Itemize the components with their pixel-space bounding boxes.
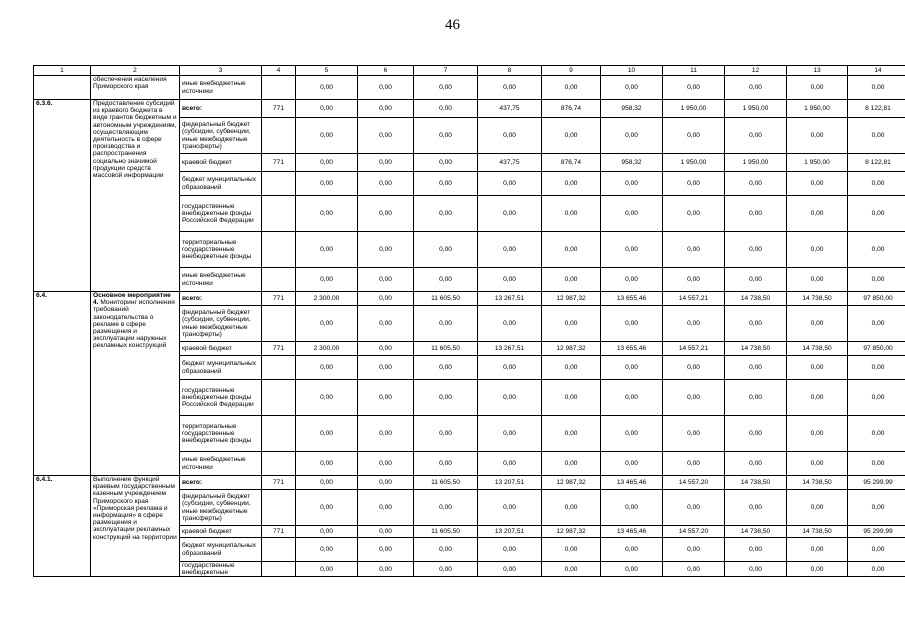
value-cell: 0,00 [358, 562, 414, 577]
value-cell: 0,00 [414, 356, 478, 380]
value-cell: 12 987,32 [542, 342, 601, 356]
value-cell: 0,00 [848, 538, 905, 562]
row-source-cell: территориальные государственные внебюджетные фонды [180, 232, 262, 268]
value-cell: 0,00 [601, 196, 663, 232]
value-cell: 1 950,00 [663, 100, 725, 118]
row-budget-code-cell: 771 [262, 342, 296, 356]
row-budget-code-cell [262, 196, 296, 232]
value-cell: 0,00 [601, 452, 663, 476]
row-source-cell: бюджет муниципальных образований [180, 172, 262, 196]
value-cell: 0,00 [787, 416, 848, 452]
value-cell: 0,00 [542, 118, 601, 154]
row-source-cell: федеральный бюджет (субсидии, субвенции, иные межбюджетные трансферты) [180, 306, 262, 342]
value-cell: 0,00 [296, 196, 358, 232]
value-cell: 0,00 [414, 306, 478, 342]
value-cell: 2 300,00 [296, 342, 358, 356]
column-header: 5 [296, 66, 358, 76]
value-cell: 0,00 [601, 172, 663, 196]
value-cell: 0,00 [663, 416, 725, 452]
row-name-text: Мониторинг исполнения требований законодательства о рекламе в сфере размещения и эксплуатации наружных рекламных конструкций [93, 299, 175, 350]
header-row [34, 66, 905, 76]
value-cell: 14 738,50 [787, 476, 848, 490]
column-header: 6 [358, 66, 414, 76]
value-cell: 0,00 [542, 562, 601, 577]
row-source-cell: федеральный бюджет (субсидии, субвенции, иные межбюджетные трансферты) [180, 118, 262, 154]
value-cell: 0,00 [663, 118, 725, 154]
column-header: 2 [91, 66, 180, 76]
row-budget-code-cell [262, 306, 296, 342]
value-cell: 0,00 [358, 490, 414, 526]
value-cell: 0,00 [725, 268, 787, 292]
value-cell: 0,00 [358, 380, 414, 416]
value-cell: 12 987,32 [542, 292, 601, 306]
value-cell: 11 605,50 [414, 526, 478, 538]
column-header: 9 [542, 66, 601, 76]
value-cell: 0,00 [848, 380, 905, 416]
row-budget-code-cell: 771 [262, 526, 296, 538]
table-row [34, 292, 905, 306]
value-cell: 13 207,51 [478, 476, 542, 490]
value-cell: 0,00 [787, 118, 848, 154]
value-cell: 12 987,32 [542, 526, 601, 538]
value-cell: 0,00 [601, 416, 663, 452]
table-body [34, 76, 905, 577]
row-budget-code-cell [262, 356, 296, 380]
value-cell: 0,00 [358, 154, 414, 172]
value-cell: 0,00 [542, 268, 601, 292]
row-source-cell: краевой бюджет [180, 526, 262, 538]
value-cell: 0,00 [296, 306, 358, 342]
row-source-cell: краевой бюджет [180, 154, 262, 172]
value-cell: 0,00 [725, 538, 787, 562]
value-cell: 0,00 [542, 306, 601, 342]
value-cell: 0,00 [478, 76, 542, 100]
value-cell: 13 655,46 [601, 342, 663, 356]
value-cell: 0,00 [848, 172, 905, 196]
value-cell: 0,00 [296, 232, 358, 268]
value-cell: 0,00 [478, 172, 542, 196]
value-cell: 0,00 [414, 490, 478, 526]
column-header: 1 [34, 66, 91, 76]
row-source-cell: всего: [180, 100, 262, 118]
row-name-cell [91, 100, 180, 292]
row-source-cell: бюджет муниципальных образований [180, 538, 262, 562]
row-budget-code-cell [262, 268, 296, 292]
value-cell: 95 299,99 [848, 526, 905, 538]
value-cell: 14 557,20 [663, 526, 725, 538]
value-cell: 13 267,51 [478, 292, 542, 306]
value-cell: 0,00 [296, 172, 358, 196]
value-cell: 11 605,50 [414, 342, 478, 356]
value-cell: 14 738,50 [787, 342, 848, 356]
value-cell: 0,00 [725, 416, 787, 452]
value-cell: 0,00 [358, 342, 414, 356]
value-cell: 0,00 [296, 356, 358, 380]
row-budget-code-cell [262, 232, 296, 268]
value-cell: 0,00 [296, 452, 358, 476]
value-cell: 0,00 [542, 452, 601, 476]
value-cell: 0,00 [787, 490, 848, 526]
value-cell: 13 655,46 [601, 292, 663, 306]
value-cell: 0,00 [296, 526, 358, 538]
value-cell: 0,00 [414, 562, 478, 577]
value-cell: 0,00 [296, 100, 358, 118]
page-number: 46 [445, 17, 460, 33]
value-cell: 14 557,20 [663, 476, 725, 490]
value-cell: 0,00 [848, 196, 905, 232]
value-cell: 0,00 [478, 416, 542, 452]
value-cell: 0,00 [478, 490, 542, 526]
value-cell: 0,00 [358, 76, 414, 100]
value-cell: 0,00 [358, 476, 414, 490]
value-cell: 0,00 [725, 356, 787, 380]
value-cell: 0,00 [725, 490, 787, 526]
value-cell: 0,00 [725, 232, 787, 268]
value-cell: 0,00 [478, 118, 542, 154]
value-cell: 0,00 [414, 416, 478, 452]
value-cell: 0,00 [414, 538, 478, 562]
value-cell: 0,00 [787, 232, 848, 268]
value-cell: 0,00 [787, 452, 848, 476]
value-cell: 0,00 [601, 306, 663, 342]
value-cell: 0,00 [787, 268, 848, 292]
value-cell: 0,00 [663, 172, 725, 196]
value-cell: 0,00 [725, 118, 787, 154]
value-cell: 0,00 [663, 490, 725, 526]
value-cell: 0,00 [414, 232, 478, 268]
column-header: 11 [663, 66, 725, 76]
value-cell: 0,00 [358, 416, 414, 452]
value-cell: 876,74 [542, 100, 601, 118]
value-cell: 13 207,51 [478, 526, 542, 538]
row-source-cell: территориальные государственные внебюджетные фонды [180, 416, 262, 452]
value-cell: 958,32 [601, 100, 663, 118]
value-cell: 0,00 [414, 380, 478, 416]
value-cell: 0,00 [358, 306, 414, 342]
row-name-text: Выполнение функций краевым государственным казенным учреждением Приморского края «Приморская реклама и информация» в сфере размещения и эксплуатации рекламных конструкций на территории [93, 476, 177, 541]
value-cell: 14 557,21 [663, 292, 725, 306]
value-cell: 0,00 [663, 306, 725, 342]
value-cell: 97 850,00 [848, 292, 905, 306]
value-cell: 0,00 [542, 538, 601, 562]
value-cell: 1 950,00 [725, 100, 787, 118]
value-cell: 0,00 [296, 268, 358, 292]
value-cell: 0,00 [848, 76, 905, 100]
value-cell: 0,00 [725, 452, 787, 476]
row-budget-code-cell [262, 562, 296, 577]
value-cell: 0,00 [663, 452, 725, 476]
value-cell: 0,00 [414, 172, 478, 196]
value-cell: 0,00 [358, 538, 414, 562]
row-code-cell: 6.4.1. [34, 476, 91, 577]
row-name-cell [91, 476, 180, 577]
value-cell: 0,00 [601, 268, 663, 292]
value-cell: 0,00 [542, 356, 601, 380]
value-cell: 0,00 [478, 268, 542, 292]
value-cell: 0,00 [358, 172, 414, 196]
row-code-cell: 6.3.6. [34, 100, 91, 292]
value-cell: 958,32 [601, 154, 663, 172]
value-cell: 0,00 [787, 538, 848, 562]
value-cell: 0,00 [848, 452, 905, 476]
value-cell: 97 850,00 [848, 342, 905, 356]
value-cell: 0,00 [725, 306, 787, 342]
value-cell: 14 738,50 [787, 526, 848, 538]
row-name-cell: обеспечения населения Приморского края [91, 76, 180, 100]
value-cell: 0,00 [601, 118, 663, 154]
value-cell: 0,00 [478, 356, 542, 380]
value-cell: 0,00 [296, 380, 358, 416]
row-budget-code-cell [262, 380, 296, 416]
value-cell: 0,00 [296, 76, 358, 100]
table-row [34, 476, 905, 490]
row-budget-code-cell: 771 [262, 476, 296, 490]
value-cell: 0,00 [848, 562, 905, 577]
value-cell: 0,00 [414, 118, 478, 154]
row-budget-code-cell [262, 538, 296, 562]
value-cell: 14 738,50 [725, 342, 787, 356]
value-cell: 0,00 [725, 196, 787, 232]
value-cell: 0,00 [478, 306, 542, 342]
value-cell: 0,00 [542, 490, 601, 526]
value-cell: 0,00 [358, 232, 414, 268]
value-cell: 12 987,32 [542, 476, 601, 490]
value-cell: 0,00 [787, 306, 848, 342]
value-cell: 437,75 [478, 100, 542, 118]
value-cell: 0,00 [787, 562, 848, 577]
value-cell: 876,74 [542, 154, 601, 172]
value-cell: 0,00 [414, 154, 478, 172]
row-source-cell: всего: [180, 292, 262, 306]
value-cell: 0,00 [478, 196, 542, 232]
column-header: 13 [787, 66, 848, 76]
value-cell: 0,00 [601, 490, 663, 526]
row-source-cell: федеральный бюджет (субсидии, субвенции, иные межбюджетные трансферты) [180, 490, 262, 526]
column-header: 8 [478, 66, 542, 76]
value-cell: 0,00 [663, 356, 725, 380]
column-header: 14 [848, 66, 905, 76]
value-cell: 1 950,00 [725, 154, 787, 172]
value-cell: 0,00 [848, 356, 905, 380]
value-cell: 0,00 [542, 76, 601, 100]
value-cell: 0,00 [296, 476, 358, 490]
value-cell: 0,00 [725, 76, 787, 100]
value-cell: 0,00 [358, 526, 414, 538]
row-source-cell: краевой бюджет [180, 342, 262, 356]
row-budget-code-cell: 771 [262, 154, 296, 172]
value-cell: 13 465,46 [601, 476, 663, 490]
column-header: 4 [262, 66, 296, 76]
row-source-cell: иные внебюджетные источники [180, 268, 262, 292]
value-cell: 0,00 [601, 76, 663, 100]
value-cell: 0,00 [848, 490, 905, 526]
value-cell: 0,00 [414, 452, 478, 476]
row-source-cell: бюджет муниципальных образований [180, 356, 262, 380]
value-cell: 0,00 [358, 356, 414, 380]
value-cell: 0,00 [542, 380, 601, 416]
value-cell: 0,00 [787, 76, 848, 100]
value-cell: 0,00 [725, 562, 787, 577]
column-header: 12 [725, 66, 787, 76]
value-cell: 0,00 [663, 538, 725, 562]
value-cell: 0,00 [601, 562, 663, 577]
value-cell: 0,00 [848, 416, 905, 452]
row-source-cell: государственные внебюджетные фонды Российской Федерации [180, 380, 262, 416]
value-cell: 0,00 [725, 172, 787, 196]
column-header: 3 [180, 66, 262, 76]
row-budget-code-cell [262, 416, 296, 452]
value-cell: 0,00 [663, 232, 725, 268]
row-budget-code-cell [262, 118, 296, 154]
value-cell: 0,00 [358, 452, 414, 476]
value-cell: 0,00 [358, 118, 414, 154]
value-cell: 0,00 [542, 196, 601, 232]
value-cell: 0,00 [663, 380, 725, 416]
value-cell: 0,00 [296, 490, 358, 526]
row-budget-code-cell: 771 [262, 292, 296, 306]
value-cell: 13 267,51 [478, 342, 542, 356]
value-cell: 8 122,81 [848, 154, 905, 172]
value-cell: 0,00 [601, 356, 663, 380]
value-cell: 0,00 [296, 118, 358, 154]
row-code-cell [34, 76, 91, 100]
value-cell: 0,00 [478, 452, 542, 476]
value-cell: 0,00 [601, 232, 663, 268]
row-budget-code-cell: 771 [262, 100, 296, 118]
value-cell: 0,00 [358, 268, 414, 292]
row-code-cell: 6.4. [34, 292, 91, 476]
value-cell: 0,00 [478, 380, 542, 416]
value-cell: 0,00 [601, 380, 663, 416]
value-cell: 0,00 [787, 196, 848, 232]
value-cell: 0,00 [848, 268, 905, 292]
value-cell: 14 738,50 [725, 526, 787, 538]
row-source-cell: государственные внебюджетные фонды Российской Федерации [180, 196, 262, 232]
value-cell: 2 300,00 [296, 292, 358, 306]
value-cell: 0,00 [542, 416, 601, 452]
value-cell: 13 465,46 [601, 526, 663, 538]
row-source-cell: всего: [180, 476, 262, 490]
value-cell: 0,00 [663, 562, 725, 577]
value-cell: 0,00 [787, 356, 848, 380]
row-budget-code-cell [262, 452, 296, 476]
value-cell: 0,00 [296, 562, 358, 577]
row-budget-code-cell [262, 172, 296, 196]
value-cell: 0,00 [663, 196, 725, 232]
budget-table [33, 65, 905, 577]
row-source-cell: государственные внебюджетные [180, 562, 262, 577]
value-cell: 0,00 [358, 196, 414, 232]
value-cell: 437,75 [478, 154, 542, 172]
value-cell: 0,00 [296, 154, 358, 172]
value-cell: 0,00 [296, 538, 358, 562]
value-cell: 11 605,50 [414, 292, 478, 306]
value-cell: 14 738,50 [725, 476, 787, 490]
value-cell: 0,00 [358, 292, 414, 306]
value-cell: 14 738,50 [725, 292, 787, 306]
value-cell: 0,00 [848, 118, 905, 154]
value-cell: 0,00 [358, 100, 414, 118]
value-cell: 0,00 [414, 196, 478, 232]
column-header: 7 [414, 66, 478, 76]
value-cell: 14 738,50 [787, 292, 848, 306]
row-source-cell: иные внебюджетные источники [180, 76, 262, 100]
value-cell: 0,00 [601, 538, 663, 562]
column-header: 10 [601, 66, 663, 76]
value-cell: 0,00 [787, 172, 848, 196]
value-cell: 1 950,00 [787, 100, 848, 118]
table-row [34, 76, 905, 100]
value-cell: 0,00 [725, 380, 787, 416]
value-cell: 0,00 [414, 268, 478, 292]
value-cell: 0,00 [787, 380, 848, 416]
row-name-bold: Основное мероприятие 4. [93, 292, 171, 307]
value-cell: 0,00 [478, 538, 542, 562]
row-source-cell: иные внебюджетные источники [180, 452, 262, 476]
value-cell: 0,00 [848, 306, 905, 342]
value-cell: 0,00 [848, 232, 905, 268]
table-row [34, 100, 905, 118]
row-name-cell [91, 292, 180, 476]
value-cell: 0,00 [414, 100, 478, 118]
row-budget-code-cell [262, 76, 296, 100]
value-cell: 14 557,21 [663, 342, 725, 356]
value-cell: 95 299,99 [848, 476, 905, 490]
value-cell: 0,00 [414, 76, 478, 100]
value-cell: 0,00 [542, 172, 601, 196]
value-cell: 0,00 [663, 268, 725, 292]
value-cell: 11 605,50 [414, 476, 478, 490]
value-cell: 0,00 [663, 76, 725, 100]
value-cell: 0,00 [296, 416, 358, 452]
value-cell: 0,00 [478, 232, 542, 268]
value-cell: 8 122,81 [848, 100, 905, 118]
row-name-text: Предоставление субсидий из краевого бюджета в виде грантов бюджетным и автономным учреждениям, осуществляющим деятельность в сфере производства и распространения социально значимой продукции средств массовой информации [93, 100, 177, 180]
value-cell: 1 950,00 [787, 154, 848, 172]
value-cell: 0,00 [542, 232, 601, 268]
row-budget-code-cell [262, 490, 296, 526]
value-cell: 0,00 [478, 562, 542, 577]
value-cell: 1 950,00 [663, 154, 725, 172]
